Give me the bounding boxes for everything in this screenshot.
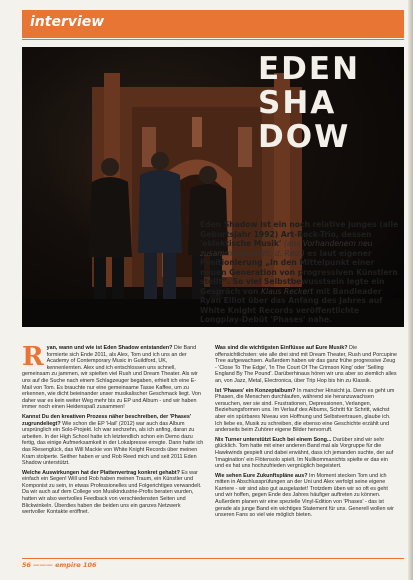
question: Was sind die wichtigsten Einflüsse auf Eure Musik? bbox=[215, 345, 348, 351]
lede-text: Eden Shadow ist ein noch relative junges (alle Geburtsjahr 1992) Art-Rock-Trio, dessen 'eklektische Musik' bbox=[200, 220, 399, 248]
paragraph bbox=[22, 414, 204, 467]
answer: Darüber sind wir sehr glücklich. Tom hatte mit einer anderen Band mal als Vorgruppe für die Hawkwinds gespielt und dabei erwähnt, dass ich jemanden suchte, der auf 'Imagination' ein Flötensolo spielt. Im Nullkommanichts spielte er das ein und es hat uns hochzufrieden vergnüglich begeistert. bbox=[215, 436, 394, 470]
page-footer: 56 ——— empire 106 bbox=[22, 561, 97, 569]
title-line: DOW bbox=[258, 119, 351, 155]
question: Wie sehen Eure Zukunftspläne aus? bbox=[215, 472, 308, 479]
lede-author: Klaus Reckert bbox=[261, 286, 314, 296]
paragraph bbox=[215, 437, 397, 470]
article-column-left bbox=[22, 342, 204, 519]
title-line: EDEN bbox=[258, 51, 361, 87]
page-edge bbox=[408, 0, 413, 580]
article-title bbox=[258, 52, 408, 154]
answer: Die Band formierte sich Ende 2011, als Alex, Tom und ich uns an der Academy of Contemporary Music in Guildford, UK, kennenlernten. Alex und ich entschlossen uns schnell, gemeinsam zu jammen, wir spielten viel Rush und Dream Theater. Als wir uns auf die Suche nach einem Schlagzeuger begaben, erhielt ich eine E-Mail von Tom. Es brauchte nur eine gemeinsame Tasse Kaffee, um zu erkennen, wie dicht beieinander unser musikalischer Geschmack liegt. Von daher war es kein weiter Weg mehr bis zu EP und Album - und wir haben immer noch einen Heidenspaß zusammen! bbox=[22, 345, 201, 411]
section-rule bbox=[22, 39, 404, 40]
question: Ist 'Phases' ein Konzeptalbum? bbox=[215, 387, 296, 394]
dropcap: R bbox=[22, 342, 44, 372]
footer-rule bbox=[22, 558, 404, 559]
paragraph bbox=[22, 342, 204, 411]
lede-text: mit Bandleader Ryan Elliot über das Anfang des Jahres auf White Knight Records veröffentlichte Longplay-Debüt 'Phases' nahe. bbox=[200, 286, 383, 324]
article-lede bbox=[200, 220, 400, 325]
lede-text: es laut eigener Positionierung „in den Mittelpunkt einer neuen Generation von progressiven Künstlern stellt“. So viel Selbstbewusstsein legte ein Gespräch von bbox=[200, 248, 398, 296]
question: Nix Turner unterstützt Euch bei einem Song... bbox=[215, 436, 332, 443]
question: Welche Auswirkungen hat der Plattenvertrag konkret gehabt? bbox=[22, 469, 180, 476]
paragraph bbox=[215, 388, 397, 434]
lede-italic: (aus Vorhandenem neu zusammengestellt, d. Red.) bbox=[200, 239, 373, 258]
question: Kannst Du den kreativen Prozess näher beschreiben, der 'Phases' zugrundeliegt? bbox=[22, 413, 192, 427]
paragraph bbox=[215, 473, 397, 519]
section-label: interview bbox=[30, 14, 105, 30]
title-line: SHA bbox=[258, 85, 337, 121]
answer: Es war einfach ein Segen! Will und Rob haben meinen Traum, ein Künstler und Komponist zu sein, in etwas Professionelles und Folgerichtiges verwandelt. Da wir auch auf dem College von Musikindustrie-Profis beraten wurden, hatten wir also wertvolles Feedback von verschiedensten Seiten und Blickwinkeln. Überdies haben die beiden uns ein ganzes Netzwerk wertvoller Kontakte eröffnet. bbox=[22, 469, 202, 516]
answer: In mancher Hinsicht ja. Denn es geht um Phasen, die Menschen durchlaufen, während sie heranzuwachsen versuchen, wer sie sind. Frustrationen, Depressionen, Verlangen, Beziehungsformen uns. Im Verlauf des Albums, Schritt für Schritt, wächst aber ein spürbares Niveau von Hoffnung und Selbstvertrauen, glaube ich. Ich liebe es, Musik zu schreiben, die ebenso eine Geschichte erzählt und anderseits beim Zuhörer eigene Bilder hervorruft. bbox=[215, 387, 395, 434]
question: yan, wann und wie ist Eden Shadow entstanden? bbox=[46, 345, 173, 351]
answer: Die offensichtlichsten: wie alle drei sind mit Dream Theater, Rush und Porcupine Tree aufgewachsen. Außerdem haben wir das ganz frühe progressive Zeug - 'Close To The Edge', 'In The Court Of The Crimson King' oder 'Selling England By The Pound'. Darüberhinaus hören wir uns aber so ziemlich alles an, von Jazz, Metal, Electronica, über Trip Hop bis hin zu Klassik. bbox=[215, 345, 397, 384]
paragraph bbox=[22, 470, 204, 516]
article-column-right bbox=[215, 345, 397, 522]
answer: Wie schon die EP 'Hail' (2012) war auch das Album ursprünglich ein Solo-Projekt. Ich war sechzehn, als ich anfing, daran zu arbeiten. In der High School hatte ich letztendlich schon ein Demo dazu fertig, das einige Aufmerksamkeit in der Lokalpresse erregte. Dann hatte ich das Riesenglück, das Will Mackie von White Knight Records über meinen Kram stolperte. Seither haben er und Rob Reed mich und seit 2011 Eden Shadow unterstützt. bbox=[22, 420, 204, 467]
answer: Im Moment stecken Tom und ich mitten in Abschlussprüfungen an der Uni und Alex verfolgt seine eigene Karriere - wir sind also gut ausgelastet! Trotzdem üben wir so oft es geht und wir hoffen, gegen Ende des Jahres häufiger auftreten zu können. Außerdem planen wir eine spezielle Vinyl-Edition von 'Phases' - das ist gerade als junge Band ein wichtiges Statement für uns. Generell wollen wir unseren Fans so viel wie möglich bieten. bbox=[215, 472, 394, 519]
paragraph bbox=[215, 345, 397, 385]
